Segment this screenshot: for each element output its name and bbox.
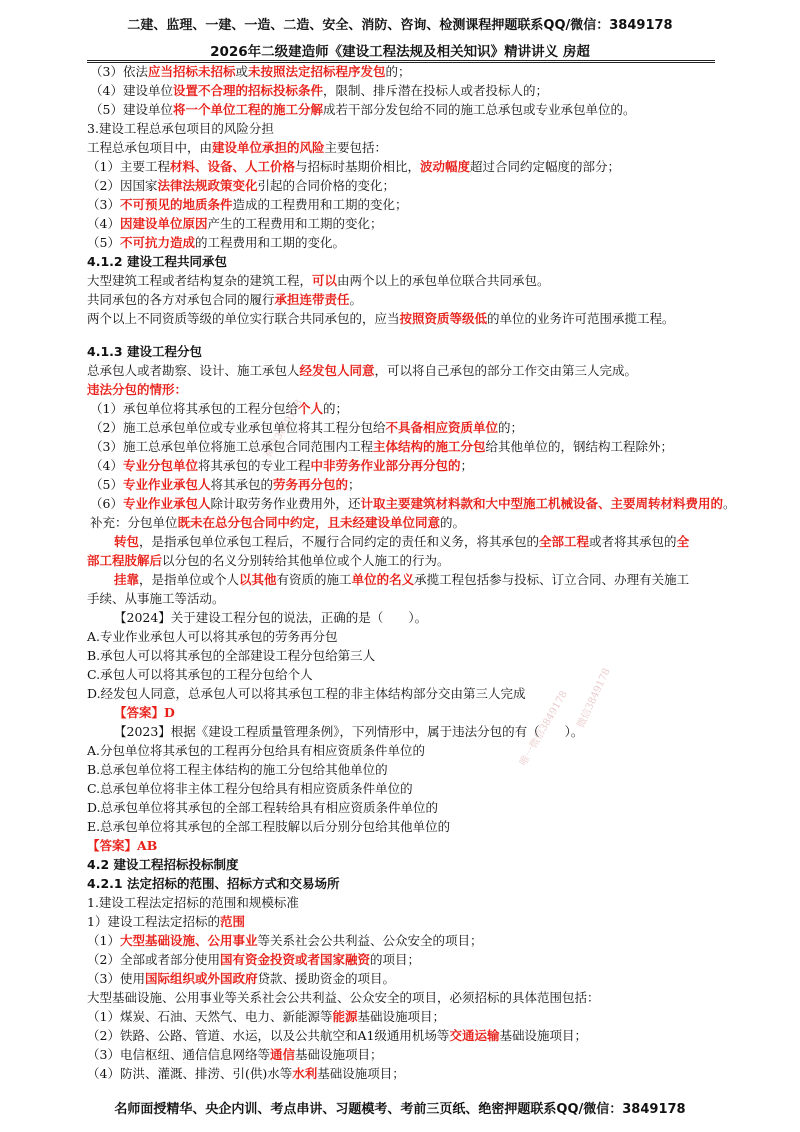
body-text: ，是指承包单位承包工程后，不履行合同约定的责任和义务，将其承包的 <box>139 534 540 549</box>
body-text: 两个以上不同资质等级的单位实行联合共同承包的，应当 <box>87 311 400 326</box>
highlight-text: 单位的名义 <box>351 572 415 587</box>
body-text: A.专业作业承包人可以将其承包的劳务再分包 <box>87 629 338 644</box>
body-text: 基础设施项目； <box>357 1009 445 1024</box>
body-text: 。 <box>723 496 736 511</box>
highlight-text: 国有资金投资或者国家融资 <box>219 952 370 967</box>
page-footer: 名师面授精华、央企内训、考点串讲、习题模考、考前三页纸、绝密押题联系QQ/微信：3849178 <box>114 1102 686 1117</box>
body-text: （5）建设单位 <box>90 102 173 117</box>
text-line <box>87 646 747 665</box>
text-line <box>87 214 747 233</box>
body-text: 的； <box>497 420 523 435</box>
section-heading: 4.1.2 建设工程共同承包 <box>87 254 227 269</box>
body-text: 以分包的名义分别转给其他单位或个人施工的行为。 <box>162 553 450 568</box>
text-line <box>87 779 747 798</box>
text-line <box>87 1064 747 1083</box>
body-text: 造成的工程费用和工期的变化； <box>232 197 408 212</box>
text-line <box>87 380 747 399</box>
highlight-text: 设置不合理的招标投标条件 <box>172 83 323 98</box>
body-text: B.总承包单位将工程主体结构的施工分包给其他单位的 <box>87 762 388 777</box>
body-text: 产生的工程费用和工期的变化； <box>207 216 383 231</box>
highlight-text: 既未在总分包合同中约定，且未经建设单位同意 <box>177 515 441 530</box>
text-line <box>87 931 747 950</box>
highlight-text: 将一个单位工程的施工分解 <box>172 102 323 117</box>
body-text: 大型建筑工程或者结构复杂的建筑工程， <box>87 273 313 288</box>
watermark: 唯一微信3849178 <box>518 689 570 768</box>
highlight-text: 专业作业承包人 <box>122 477 211 492</box>
body-text: （2）铁路、公路、管道、水运，以及公共航空和A1级通用机场等 <box>87 1028 450 1043</box>
paragraph-gap <box>87 328 747 342</box>
header-rule-top <box>87 60 715 61</box>
body-text: 有资质的施工 <box>276 572 352 587</box>
body-text: 基础设施项目； <box>499 1028 587 1043</box>
body-text: （3）电信枢纽、通信信息网络等 <box>87 1047 270 1062</box>
text-line <box>87 817 747 836</box>
highlight-text: 不可预见的地质条件 <box>119 197 233 212</box>
highlight-text: 交通运输 <box>449 1028 500 1043</box>
body-text: 1）建设工程法定招标的 <box>87 914 220 929</box>
text-line <box>87 798 747 817</box>
body-text: 1.建设工程法定招标的范围和规模标准 <box>87 895 299 910</box>
text-line <box>87 874 747 893</box>
body-text: 或者将其承包的 <box>589 534 677 549</box>
body-text: （4）建设单位 <box>90 83 173 98</box>
body-text: 补充：分包单位 <box>90 515 178 530</box>
body-text: 超过合同约定幅度的部分； <box>470 159 621 174</box>
page-header-contact: 二建、监理、一建、一造、二造、安全、消防、咨询、检测课程押题联系QQ/微信：3849178 <box>127 18 673 33</box>
highlight-text: 以其他 <box>239 572 277 587</box>
body-text: （6） <box>90 496 123 511</box>
body-text: （3）使用 <box>87 971 145 986</box>
highlight-text: 范围 <box>219 914 245 929</box>
highlight-text: 全部工程 <box>539 534 590 549</box>
highlight-text: 应当招标未招标 <box>147 64 236 79</box>
body-text: （1）主要工程 <box>87 159 170 174</box>
body-text: 的。 <box>440 515 466 530</box>
body-text: C.总承包单位将非主体工程分包给具有相应资质条件单位的 <box>87 781 413 796</box>
body-text: 引起的合同价格的变化； <box>257 178 395 193</box>
highlight-text: 波动幅度 <box>420 159 471 174</box>
highlight-text: 材料、设备、人工价格 <box>169 159 295 174</box>
body-text: 基础设施项目； <box>317 1066 405 1081</box>
section-heading: 4.1.3 建设工程分包 <box>87 344 202 359</box>
body-text: ，限制、排斥潜在投标人或者投标人的； <box>322 83 548 98</box>
highlight-text: 部工程肢解后 <box>87 553 163 568</box>
highlight-text: 建设单位承担的风险 <box>212 140 325 155</box>
text-line <box>87 627 747 646</box>
body-text: （2）施工总承包单位或专业承包单位将其工程分包给 <box>90 420 386 435</box>
highlight-text: 经发包人同意 <box>299 363 375 378</box>
text-line <box>87 62 747 81</box>
text-line <box>87 836 747 855</box>
text-line <box>87 969 747 988</box>
highlight-text: 不可抗力造成 <box>119 235 195 250</box>
body-text: 贷款、援助资金的项目。 <box>257 971 395 986</box>
body-text: 的项目； <box>369 952 420 967</box>
text-line <box>87 81 747 100</box>
body-text: （2）因国家 <box>87 178 158 193</box>
highlight-text: 个人 <box>297 401 323 416</box>
body-text: 大型基础设施、公用事业等关系社会公共利益、公众安全的项目，必须招标的具体范围包括： <box>87 990 600 1005</box>
body-text: ，可以将自己承包的部分工作交由第三人完成。 <box>374 363 638 378</box>
highlight-text: 可以 <box>312 273 338 288</box>
highlight-text: 主体结构的施工分包 <box>372 439 486 454</box>
text-line <box>87 912 747 931</box>
text-line <box>87 399 747 418</box>
body-text: ； <box>348 477 361 492</box>
body-text: （4） <box>90 458 123 473</box>
text-line <box>87 551 747 570</box>
text-line <box>87 119 747 138</box>
text-line <box>87 950 747 969</box>
watermark: 微信3849178 <box>263 397 305 460</box>
body-text: 的单位的业务许可范围承揽工程。 <box>487 311 675 326</box>
body-text: （3）施工总承包单位将施工总承包合同范围内工程 <box>90 439 373 454</box>
highlight-text: 按照资质等级低 <box>399 311 488 326</box>
highlight-text: 转包 <box>114 534 140 549</box>
body-text: A.分包单位将其承包的工程再分包给具有相应资质条件单位的 <box>87 743 426 758</box>
text-line <box>87 494 747 513</box>
body-text: （3） <box>87 197 120 212</box>
text-line <box>87 157 747 176</box>
section-heading: 4.2.1 法定招标的范围、招标方式和交易场所 <box>87 876 340 891</box>
body-text: 【2023】根据《建设工程质量管理条例》，下列情形中，属于违法分包的有（ ）。 <box>114 724 584 739</box>
body-text: （1） <box>87 933 120 948</box>
body-text: （5） <box>87 235 120 250</box>
text-line <box>87 195 747 214</box>
text-line <box>87 665 747 684</box>
body-text: E.总承包单位将其承包的全部工程肢解以后分别分包给其他单位的 <box>87 819 451 834</box>
body-text: 等关系社会公共利益、公众安全的项目； <box>257 933 483 948</box>
highlight-text: 全 <box>676 534 690 549</box>
body-text: 工程总承包项目中，由 <box>87 140 213 155</box>
body-text: 总承包人或者勘察、设计、施工承包人 <box>87 363 300 378</box>
body-text: 承揽工程包括参与投标、订立合同、办理有关施工 <box>414 572 690 587</box>
text-line <box>87 290 747 309</box>
text-line <box>87 309 747 328</box>
body-text: 由两个以上的承包单位联合共同承包。 <box>337 273 550 288</box>
document-body <box>87 62 747 1083</box>
body-text: 或 <box>235 64 248 79</box>
body-text: B.承包人可以将其承包的全部建设工程分包给第三人 <box>87 648 376 663</box>
highlight-text: 【答案】D <box>114 705 175 720</box>
text-line <box>87 893 747 912</box>
text-line <box>87 608 747 627</box>
highlight-text: 中非劳务作业部分再分包的 <box>310 458 461 473</box>
page-header-title: 2026年二级建造师《建设工程法规及相关知识》精讲讲义 房超 <box>210 44 590 60</box>
highlight-text: 因建设单位原因 <box>119 216 208 231</box>
body-text: D.总承包单位将其承包的全部工程转给具有相应资质条件单位的 <box>87 800 439 815</box>
body-text: （2）全部或者部分使用 <box>87 952 220 967</box>
text-line <box>87 684 747 703</box>
highlight-text: 法律法规政策变化 <box>157 178 258 193</box>
text-line <box>87 176 747 195</box>
body-text: 共同承包的各方对承包合同的履行 <box>87 292 275 307</box>
body-text: 基础设施项目； <box>294 1047 383 1062</box>
text-line <box>87 741 747 760</box>
highlight-text: 未按照法定招标程序发包 <box>247 64 386 79</box>
body-text: （1）承包单位将其承包的工程分包给 <box>90 401 298 416</box>
text-line <box>87 570 747 589</box>
highlight-text: 水利 <box>292 1066 318 1081</box>
text-line <box>87 1007 747 1026</box>
text-line <box>87 855 747 874</box>
body-text: （4） <box>87 216 120 231</box>
highlight-text: 【答案】AB <box>87 838 158 853</box>
highlight-text: 专业分包单位 <box>122 458 198 473</box>
body-text: 主要包括： <box>324 140 388 155</box>
body-text: （3）依法 <box>90 64 148 79</box>
body-text: D.经发包人同意，总承包人可以将其承包工程的非主体结构部分交由第三人完成 <box>87 686 526 701</box>
text-line <box>87 271 747 290</box>
highlight-text: 能源 <box>332 1009 358 1024</box>
highlight-text: 不具备相应资质单位 <box>385 420 498 435</box>
text-line <box>87 760 747 779</box>
highlight-text: 计取主要建筑材料款和大中型施工机械设备、主要周转材料费用的 <box>360 496 723 511</box>
body-text: 成若干部分发包给不同的施工总承包或专业承包单位的。 <box>322 102 636 117</box>
highlight-text: 挂靠 <box>114 572 140 587</box>
text-line <box>87 1026 747 1045</box>
section-heading: 4.2 建设工程招标投标制度 <box>87 857 239 872</box>
body-text: 给其他单位的，钢结构工程除外； <box>485 439 673 454</box>
text-line <box>87 513 747 532</box>
text-line <box>87 456 747 475</box>
body-text: C.承包人可以将其承包的工程分包给个人 <box>87 667 313 682</box>
body-text: 3.建设工程总承包项目的风险分担 <box>87 121 274 136</box>
highlight-text: 违法分包的情形： <box>87 382 188 397</box>
text-line <box>87 252 747 271</box>
text-line <box>87 988 747 1007</box>
text-line <box>87 361 747 380</box>
text-line <box>87 722 747 741</box>
text-line <box>87 437 747 456</box>
highlight-text: 大型基础设施、公用事业 <box>119 933 258 948</box>
body-text: 的； <box>385 64 411 79</box>
body-text: ，是指单位或个人 <box>139 572 240 587</box>
highlight-text: 专业作业承包人 <box>122 496 211 511</box>
body-text: （5） <box>90 477 123 492</box>
body-text: ； <box>460 458 474 473</box>
body-text: （1）煤炭、石油、天然气、电力、新能源等 <box>87 1009 333 1024</box>
text-line <box>87 342 747 361</box>
text-line <box>87 475 747 494</box>
highlight-text: 国际组织或外国政府 <box>144 971 258 986</box>
text-line <box>87 138 747 157</box>
highlight-text: 通信 <box>269 1047 295 1062</box>
body-text: 与招标时基期价相比， <box>294 159 420 174</box>
text-line <box>87 100 747 119</box>
body-text: 除计取劳务作业费用外，还 <box>210 496 361 511</box>
text-line <box>87 703 747 722</box>
text-line <box>87 1045 747 1064</box>
body-text: 【2024】关于建设工程分包的说法，正确的是（ ）。 <box>114 610 428 625</box>
text-line <box>87 589 747 608</box>
highlight-text: 劳务再分包的 <box>272 477 348 492</box>
body-text: 的工程费用和工期的变化。 <box>194 235 345 250</box>
text-line <box>87 532 747 551</box>
text-line <box>87 233 747 252</box>
body-text: （4）防洪、灌溉、排涝、引(供)水等 <box>87 1066 293 1081</box>
body-text: 手续、从事施工等活动。 <box>87 591 225 606</box>
watermark: 微信3849178 <box>575 666 613 730</box>
body-text: 将其承包的专业工程 <box>197 458 311 473</box>
text-line <box>87 418 747 437</box>
body-text: 将其承包的 <box>210 477 273 492</box>
body-text: 的； <box>322 401 348 416</box>
highlight-text: 承担连带责任 <box>274 292 350 307</box>
body-text: 。 <box>349 292 363 307</box>
